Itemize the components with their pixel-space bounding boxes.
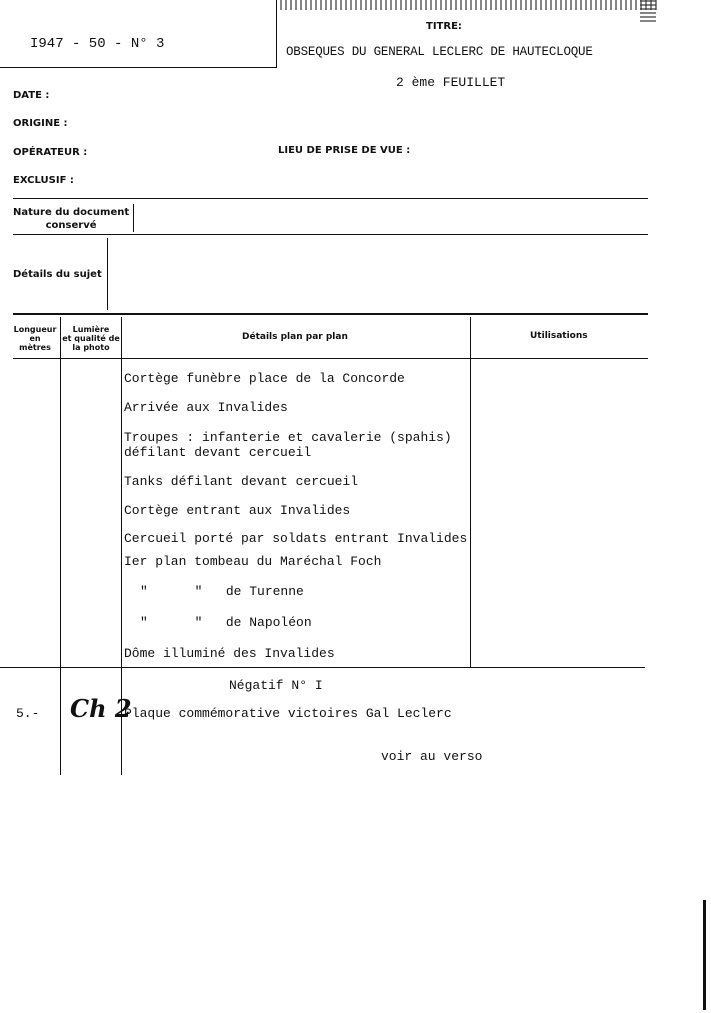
document-title: OBSEQUES DU GENERAL LECLERC DE HAUTECLOQUE xyxy=(286,45,593,59)
details-sujet-divider xyxy=(107,238,108,310)
header-box-right xyxy=(276,0,277,67)
page-edge-mark xyxy=(703,900,706,1010)
shot-line: Cercueil porté par soldats entrant Invalides xyxy=(124,531,468,546)
shot-line: Dôme illuminé des Invalides xyxy=(124,646,335,661)
field-nature: Nature du document conservé xyxy=(13,207,130,231)
shot-line: défilant devant cercueil xyxy=(124,445,312,460)
plaque-line: Plaque commémorative victoires Gal Leclerc xyxy=(124,706,452,721)
table-header-rule xyxy=(13,358,648,359)
col-divider-1 xyxy=(60,317,61,775)
col-header-longueur: Longueur en mètres xyxy=(13,325,57,352)
rule-1 xyxy=(13,198,648,199)
shot-line: " " de Turenne xyxy=(140,584,304,599)
field-details-sujet: Détails du sujet xyxy=(13,269,102,280)
col-header-details: Détails plan par plan xyxy=(242,332,348,342)
longueur-value: 5.- xyxy=(16,706,40,721)
shot-line: Cortège funèbre place de la Concorde xyxy=(124,371,405,386)
shot-line: Cortège entrant aux Invalides xyxy=(124,503,351,518)
col-header-utilisations: Utilisations xyxy=(530,331,588,341)
negatif-label: Négatif N° I xyxy=(229,678,323,693)
field-lieu: LIEU DE PRISE DE VUE : xyxy=(278,145,411,156)
reference-number: I947 - 50 - N° 3 xyxy=(30,36,165,52)
field-operateur: OPÉRATEUR : xyxy=(13,147,88,158)
shot-line: Tanks défilant devant cercueil xyxy=(124,474,359,489)
header-box-bottom xyxy=(0,67,277,68)
negatif-rule xyxy=(0,667,645,668)
rule-3 xyxy=(13,313,648,315)
shot-line: Arrivée aux Invalides xyxy=(124,400,288,415)
verso-note: voir au verso xyxy=(381,749,483,764)
rule-2 xyxy=(13,234,648,235)
field-date: DATE : xyxy=(13,90,50,101)
nature-divider xyxy=(133,204,134,232)
scan-noise xyxy=(280,0,660,10)
shot-line: " " de Napoléon xyxy=(140,615,312,630)
col-header-lumiere: Lumière et qualité de la photo xyxy=(62,325,120,352)
sheet-number: 2 ème FEUILLET xyxy=(396,75,506,90)
shot-line: Ier plan tombeau du Maréchal Foch xyxy=(124,554,382,569)
col-divider-3 xyxy=(470,317,471,667)
scan-edge xyxy=(640,0,656,22)
quality-handwritten: Ch 2 xyxy=(70,694,132,723)
shot-line: Troupes : infanterie et cavalerie (spahis) xyxy=(124,430,452,445)
field-exclusif: EXCLUSIF : xyxy=(13,175,74,186)
field-origine: ORIGINE : xyxy=(13,118,68,129)
titre-label: TITRE: xyxy=(426,21,462,32)
